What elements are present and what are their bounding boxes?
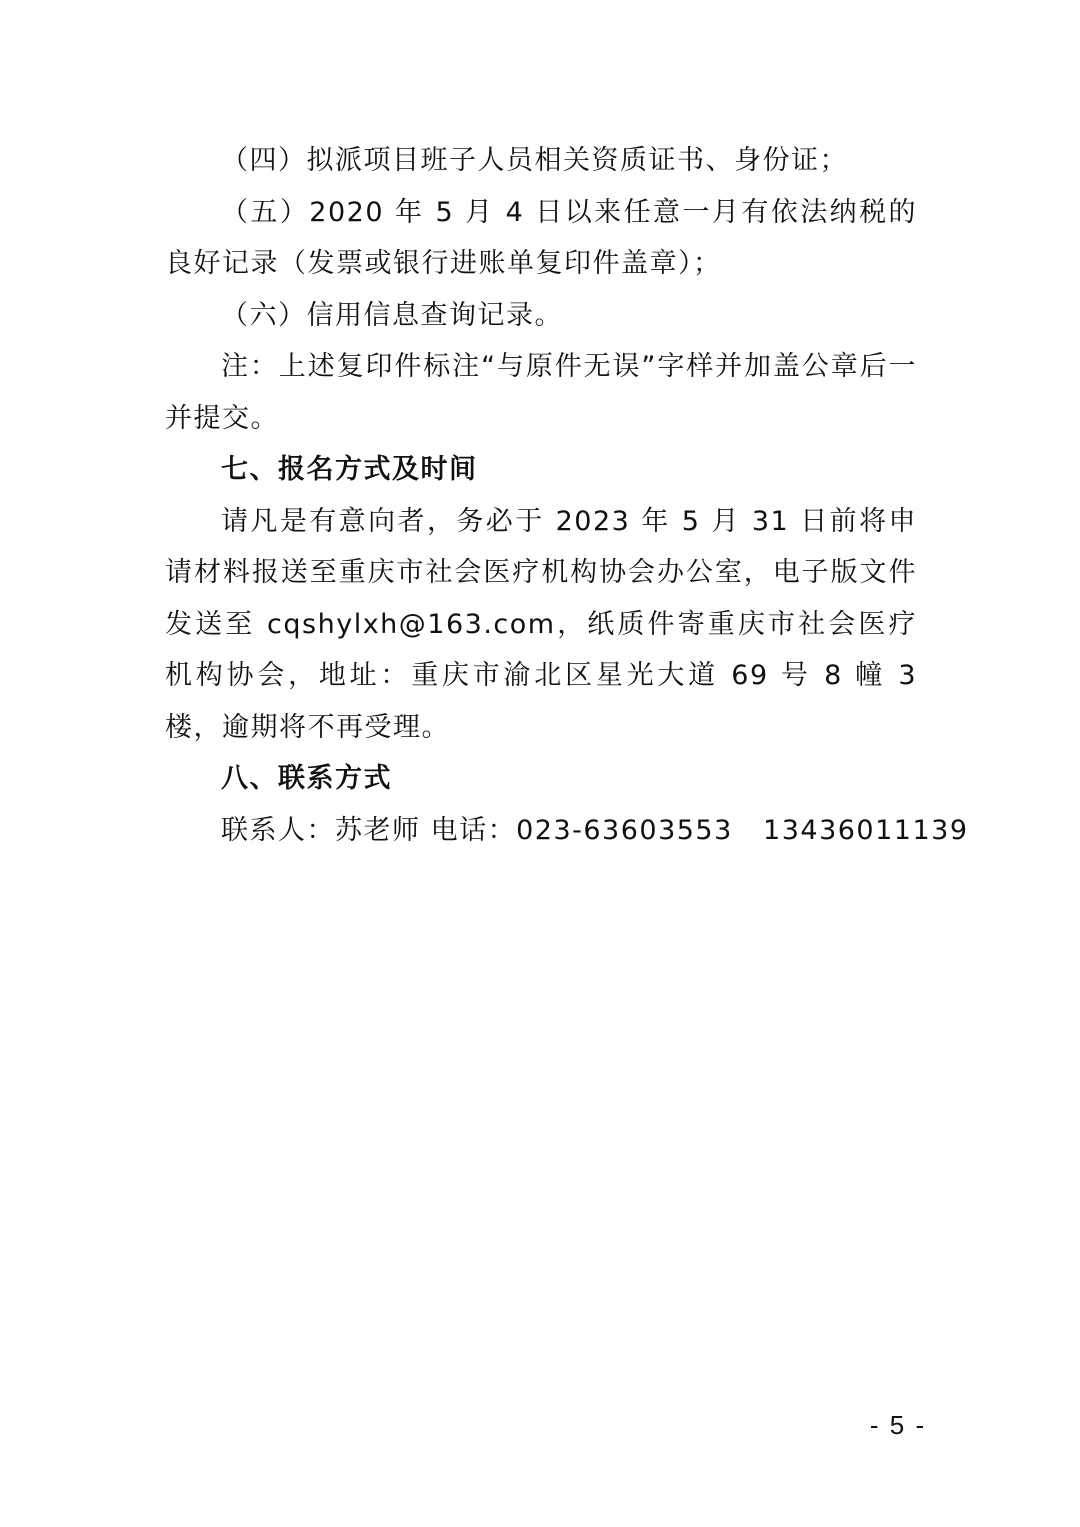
item-five: （五）2020 年 5 月 4 日以来任意一月有依法纳税的良好记录（发票或银行进账单复印件盖章）； <box>165 196 917 279</box>
document-body <box>165 135 969 856</box>
note-paragraph: 注：上述复印件标注“与原件无误”字样并加盖公章后一并提交。 <box>165 351 917 434</box>
page-number: - 5 - <box>869 1410 927 1440</box>
item-four: （四）拟派项目班子人员相关资质证书、身份证； <box>221 145 848 176</box>
section-heading-registration: 七、报名方式及时间 <box>221 454 478 485</box>
section-heading-contact: 八、联系方式 <box>221 763 392 794</box>
item-six: （六）信用信息查询记录。 <box>221 299 563 331</box>
registration-paragraph: 请凡是有意向者，务必于 2023 年 5 月 31 日前将申请材料报送至重庆市社会医疗机构协会办公室，电子版文件发送至 cqshylxh@163.com，纸质件寄重庆市社会医疗机构协会，地址：重庆市渝北区星光大道 69 号 8 幢 3 楼，逾期将不再受理。 <box>165 505 917 743</box>
contact-line: 联系人：苏老师 电话：023-63603553 13436011139 <box>221 814 969 846</box>
